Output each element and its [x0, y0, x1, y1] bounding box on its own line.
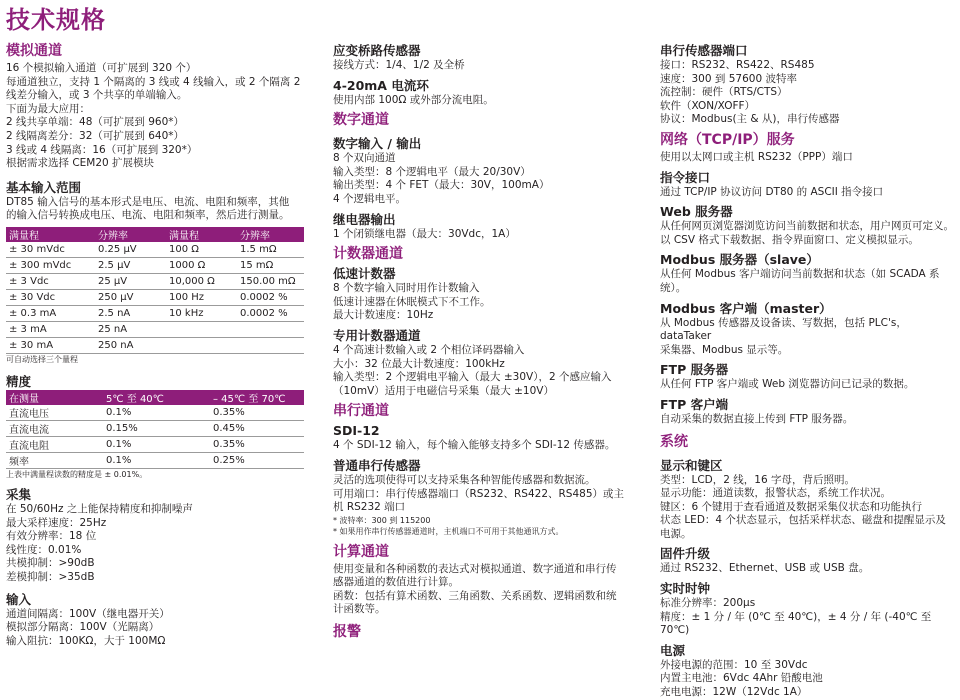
general-serial-line: 灵活的选项使得可以支持采集各种智能传感器和数据流。 [333, 473, 596, 486]
dedicated-title: 专用计数器通道 [333, 327, 421, 343]
table-cell: 250 nA [95, 337, 166, 353]
general-serial-line: 可用端口：串行传感器端口（RS232、RS422、RS485）或主 [333, 487, 625, 500]
modbus-master-line: 采集器、Modbus 显示等。 [660, 343, 789, 356]
table-cell: 2.5 nA [95, 305, 166, 321]
serial-port-line: 流控制：硬件（RTS/CTS） [660, 86, 788, 99]
dio-line: 输出类型：4 个 FET（最大：30V，100mA） [333, 179, 550, 192]
alarm-heading: 报警 [333, 624, 361, 641]
table-cell: 100 Hz [166, 289, 237, 305]
input-line: 通道间隔离：100V（继电器开关） [6, 607, 170, 620]
table-cell: 1000 Ω [166, 257, 237, 273]
table-cell: 2.5 μV [95, 257, 166, 273]
display-line: 显示功能：通道读数，报警状态，系统工作状况。 [660, 487, 891, 500]
range-table-row [6, 337, 304, 353]
analog-line: 3 线或 4 线隔离：16（可扩展到 320*） [6, 143, 198, 156]
accuracy-table-header [6, 390, 304, 405]
sampling-line: 有效分辨率：18 位 [6, 530, 97, 543]
accuracy-table-row [6, 452, 304, 468]
accuracy-table-row [6, 405, 304, 421]
counter-heading: 计数器通道 [333, 246, 403, 263]
table-cell: ± 30 mVdc [6, 242, 95, 258]
clock-line: 标准分辨率：200μs [660, 597, 756, 610]
table-cell: 250 μV [95, 289, 166, 305]
analog-line: 下面为最大应用： [6, 102, 90, 115]
table-cell: 10,000 Ω [166, 273, 237, 289]
ftp-client-title: FTP 客户端 [660, 396, 729, 412]
power-line: 内置主电池：6Vdc 4Ahr 铅酸电池 [660, 672, 823, 685]
serial-port-title: 串行传感器端口 [660, 43, 748, 58]
general-serial-line: 机 RS232 端口 [333, 501, 406, 514]
analog-line: 每通道独立，支持 1 个隔离的 3 线或 4 线输入，或 2 个隔离 2 [6, 75, 301, 88]
accuracy-table-body [6, 405, 304, 469]
table-cell: 15 mΩ [237, 257, 304, 273]
col-header: 满量程 [6, 227, 95, 242]
col-header: 5℃ 至 40℃ [103, 390, 210, 405]
table-cell: ± 3 Vdc [6, 273, 95, 289]
range-table-row [6, 273, 304, 289]
table-cell: 0.15% [103, 420, 210, 436]
calc-line: 使用变量和各种函数的表达式对模拟通道、数字通道和串行传 [333, 562, 617, 575]
general-serial-note: * 如果用作串行传感器通道时，主机端口不可用于其他通讯方式。 [333, 526, 564, 536]
col-header: 在测量 [6, 390, 103, 405]
range-table-row [6, 289, 304, 305]
sampling-line: 在 50/60Hz 之上能保持精度和抑制噪声 [6, 502, 193, 515]
accuracy-table-row [6, 420, 304, 436]
table-cell: 1.5 mΩ [237, 242, 304, 258]
sampling-line: 共模抑制：>90dB [6, 557, 95, 570]
range-table [6, 227, 304, 354]
accuracy-table [6, 390, 304, 469]
sdi-title: SDI-12 [333, 423, 380, 439]
cmd-text: 通过 TCP/IP 协议访问 DT80 的 ASCII 指令接口 [660, 185, 884, 198]
power-line: 外接电源的范围：10 至 30Vdc [660, 658, 808, 671]
dedicated-line: 输入类型：2 个逻辑电平输入（最大 ±30V），2 个感应输入 [333, 371, 612, 384]
sampling-line: 差模抑制：>35dB [6, 570, 95, 583]
analog-heading: 模拟通道 [6, 43, 62, 59]
table-cell: 频率 [6, 452, 103, 468]
table-cell: 0.35% [210, 436, 304, 452]
input-heading: 输入 [6, 591, 32, 607]
display-title: 显示和键区 [660, 457, 723, 473]
calc-line: 感器通道的数值进行计算。 [333, 576, 459, 589]
general-serial-title: 普通串行传感器 [333, 457, 421, 473]
input-line: 模拟部分隔离：100V（光隔离） [6, 621, 160, 634]
dio-line: 输入类型：8 个逻辑电平（最大 20/30V） [333, 165, 531, 178]
lowspeed-line: 8 个数字输入同时用作计数输入 [333, 282, 480, 295]
bridge-text: 接线方式：1/4、1/2 及全桥 [333, 59, 465, 71]
display-line: 状态 LED：4 个状态显示，包括采样状态、磁盘和提醒显示及 [660, 514, 946, 527]
relay-text: 1 个闭锁继电器（最大：30Vdc，1A） [333, 227, 516, 240]
table-cell: 直流电压 [6, 405, 103, 421]
network-heading: 网络（TCP/IP）服务 [660, 131, 795, 148]
column-left [6, 42, 310, 648]
accuracy-heading: 精度 [6, 373, 32, 389]
table-cell: 0.25% [210, 452, 304, 468]
loop-title: 4-20mA 电流环 [333, 77, 429, 93]
web-title: Web 服务器 [660, 204, 733, 220]
modbus-slave-text: 从任何 Modbus 客户端访问当前数据和状态（如 SCADA 系统）。 [660, 268, 940, 294]
table-cell: 0.0002 % [237, 289, 304, 305]
table-cell: 0.1% [103, 405, 210, 421]
power-line: 充电电源：12W（12Vdc 1A） [660, 686, 808, 699]
range-line: 的输入信号转换成电压、电流、电阻和频率，然后进行测量。 [6, 209, 290, 222]
table-cell: ± 30 mA [6, 337, 95, 353]
table-cell [166, 321, 237, 337]
sampling-line: 最大采样速度：25Hz [6, 516, 107, 529]
range-table-row [6, 321, 304, 337]
table-cell: ± 3 mA [6, 321, 95, 337]
table-cell: ± 0.3 mA [6, 305, 95, 321]
calc-heading: 计算通道 [333, 543, 389, 560]
ftp-server-text: 从任何 FTP 客户端或 Web 浏览器访问已记录的数据。 [660, 378, 915, 391]
serial-heading: 串行通道 [333, 403, 389, 420]
input-line: 输入阻抗：100KΩ，大于 100MΩ [6, 634, 166, 647]
table-cell: 0.1% [103, 436, 210, 452]
web-line: 以 CSV 格式下载数据、指令界面窗口、定义模拟显示。 [660, 233, 919, 246]
table-cell: 直流电流 [6, 420, 103, 436]
analog-line: 根据需求选择 CEM20 扩展模块 [6, 157, 155, 170]
general-serial-note: * 波特率：300 到 115200 [333, 515, 431, 525]
sampling-line: 线性度：0.01% [6, 543, 82, 556]
display-line: 键区：6 个键用于查看通道及数据采集仪状态和功能执行 [660, 500, 923, 513]
bridge-title: 应变桥路传感器 [333, 43, 421, 58]
analog-line: 2 线共享单端：48（可扩展到 960*） [6, 116, 185, 129]
lowspeed-title: 低速计数器 [333, 266, 396, 282]
calc-line: 计函数等。 [333, 603, 386, 616]
cmd-title: 指令接口 [660, 169, 711, 185]
table-cell: 25 nA [95, 321, 166, 337]
range-table-body [6, 242, 304, 354]
dio-line: 4 个逻辑电平。 [333, 192, 407, 205]
range-heading: 基本输入范围 [6, 179, 82, 195]
table-cell [237, 321, 304, 337]
table-cell: 0.0002 % [237, 305, 304, 321]
power-title: 电源 [660, 642, 686, 658]
network-text: 使用以太网口或主机 RS232（PPP）端口 [660, 150, 853, 163]
analog-line: 16 个模拟输入通道（可扩展到 320 个） [6, 62, 197, 74]
loop-text: 使用内部 100Ω 或外部分流电阻。 [333, 93, 494, 106]
modbus-slave-title: Modbus 服务器（slave） [660, 252, 819, 268]
column-right [660, 42, 956, 700]
table-cell: 0.25 μV [95, 242, 166, 258]
table-cell: 25 μV [95, 273, 166, 289]
lowspeed-line: 低速计速器在休眠模式下不工作。 [333, 295, 491, 308]
table-cell: 0.1% [103, 452, 210, 468]
range-table-row [6, 257, 304, 273]
firmware-text: 通过 RS232、Ethernet、USB 或 USB 盘。 [660, 562, 870, 575]
table-cell: ± 300 mVdc [6, 257, 95, 273]
ftp-client-text: 自动采集的数据直接上传到 FTP 服务器。 [660, 412, 854, 425]
serial-port-line: 软件（XON/XOFF） [660, 99, 756, 112]
table-cell: 10 kHz [166, 305, 237, 321]
col-header: 分辨率 [95, 227, 166, 242]
analog-text [6, 62, 310, 171]
clock-line: 精度：± 1 分 / 年 (0℃ 至 40℃)，± 4 分 / 年 (-40℃ 至 70℃) [660, 610, 932, 637]
range-note: 可自动选择三个量程 [6, 354, 78, 364]
table-cell: 直流电阻 [6, 436, 103, 452]
display-line: 类型：LCD，2 线，16 字母，背后照明。 [660, 473, 855, 486]
lowspeed-line: 最大计数速度：10Hz [333, 309, 434, 322]
calc-line: 函数：包括有算术函数、三角函数、关系函数、逻辑函数和统 [333, 589, 617, 602]
modbus-master-line: 从 Modbus 传感器及设备读、写数据，包括 PLC's，dataTaker [660, 316, 907, 343]
range-table-row [6, 305, 304, 321]
range-table-header [6, 227, 304, 242]
page-title: 技术规格 [6, 6, 106, 34]
display-line: 电源。 [660, 527, 692, 540]
table-cell: 150.00 mΩ [237, 273, 304, 289]
web-line: 从任何网页浏览器浏览访问当前数据和状态，用户网页可定义。 [660, 220, 954, 233]
table-cell [237, 337, 304, 353]
dedicated-line: 4 个高速计数输入或 2 个相位译码器输入 [333, 343, 525, 356]
accuracy-note: 上表中满量程读数的精度是 ± 0.01%。 [6, 469, 148, 479]
firmware-title: 固件升级 [660, 546, 711, 562]
table-cell: 0.45% [210, 420, 304, 436]
sampling-heading: 采集 [6, 486, 32, 502]
modbus-master-title: Modbus 客户端（master） [660, 300, 832, 316]
serial-port-line: 速度：300 到 57600 波特率 [660, 72, 797, 85]
range-line: DT85 输入信号的基本形式是电压、电流、电阻和频率，其他 [6, 195, 290, 208]
table-cell: ± 30 Vdc [6, 289, 95, 305]
table-cell [166, 337, 237, 353]
column-middle [333, 42, 638, 643]
analog-line: 2 线隔离差分：32（可扩展到 640*） [6, 129, 185, 142]
system-heading: 系统 [660, 433, 688, 450]
analog-line: 线差分输入，或 3 个共享的单端输入。 [6, 89, 188, 102]
digital-heading: 数字通道 [333, 112, 389, 129]
range-table-row [6, 242, 304, 258]
ftp-server-title: FTP 服务器 [660, 362, 729, 378]
serial-port-line: 接口：RS232、RS422、RS485 [660, 59, 815, 71]
accuracy-table-row [6, 436, 304, 452]
sdi-text: 4 个 SDI-12 输入，每个输入能够支持多个 SDI-12 传感器。 [333, 439, 616, 452]
col-header: 分辨率 [237, 227, 304, 242]
dio-title: 数字输入 / 输出 [333, 136, 422, 152]
relay-title: 继电器输出 [333, 211, 396, 227]
dedicated-line: （10mV）适用于电磁信号采集（最大 ±10V） [333, 384, 554, 397]
dio-line: 8 个双向通道 [333, 152, 396, 165]
clock-title: 实时时钟 [660, 581, 711, 597]
dedicated-line: 大小：32 位最大计数速度：100kHz [333, 357, 505, 370]
col-header: 满量程 [166, 227, 237, 242]
table-cell: 100 Ω [166, 242, 237, 258]
serial-port-line: 协议：Modbus(主 & 从)，串行传感器 [660, 113, 840, 126]
table-cell: 0.35% [210, 405, 304, 421]
col-header: – 45℃ 至 70℃ [210, 390, 304, 405]
